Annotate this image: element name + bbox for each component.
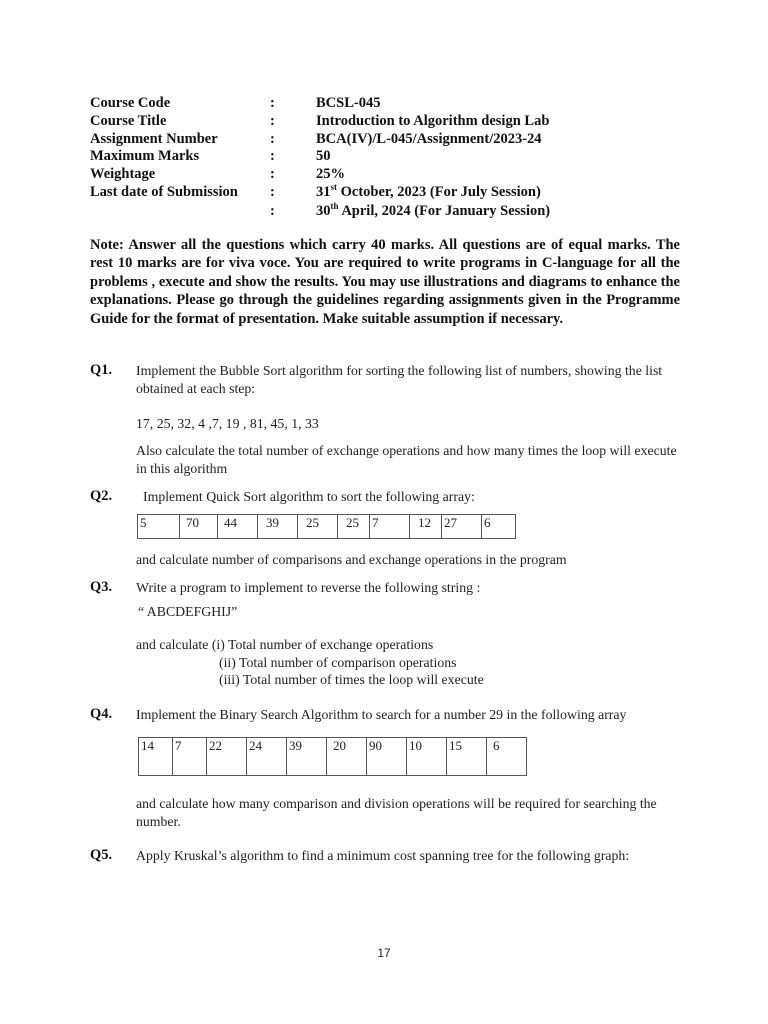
header-value: 25% bbox=[316, 166, 345, 182]
header-colon: : bbox=[270, 166, 275, 182]
q3-text-2: and calculate (i) Total number of exchange operations bbox=[136, 637, 434, 652]
header-value: BCA(IV)/L-045/Assignment/2023-24 bbox=[316, 131, 542, 147]
array-cell: 70 bbox=[180, 515, 218, 539]
header-label: Weightage bbox=[90, 166, 156, 182]
header-colon: : bbox=[270, 113, 275, 129]
array-cell: 12 bbox=[410, 515, 442, 539]
q4-text-2: and calculate how many comparison and division operations will be required for searching the number. bbox=[136, 796, 657, 829]
q2-number: Q2. bbox=[90, 488, 113, 504]
date-day: 31 bbox=[316, 184, 331, 200]
array-cell: 25 bbox=[338, 515, 370, 539]
q1-text: Implement the Bubble Sort algorithm for sorting the following list of numbers, showing the list obtained at each step: bbox=[136, 363, 663, 396]
array-cell: 22 bbox=[207, 738, 247, 776]
q3-item-2: (ii) Total number of comparison operations bbox=[219, 655, 457, 670]
note-paragraph: Note: Answer all the questions which carry 40 marks. All questions are of equal marks. The rest 10 marks are for viva voce. You are required to write programs in C-language for all the problems , execute and show the results. You may use illustrations and diagrams to enhance the explanations. Please go through the guidelines regarding assignments given in the Programme Guide for the format of presentation. Make suitable assumption if necessary. bbox=[90, 237, 680, 327]
table-row bbox=[139, 738, 527, 776]
header-label: Course Title bbox=[90, 113, 167, 129]
q2-text: Implement Quick Sort algorithm to sort the following array: bbox=[143, 489, 475, 504]
array-cell: 24 bbox=[247, 738, 287, 776]
date-rest: April, 2024 (For January Session) bbox=[338, 203, 551, 219]
header-colon: : bbox=[270, 148, 275, 164]
header-label: Course Code bbox=[90, 95, 171, 111]
array-cell: 6 bbox=[487, 738, 527, 776]
q1-number: Q1. bbox=[90, 362, 113, 378]
array-cell: 20 bbox=[327, 738, 367, 776]
header-colon: : bbox=[270, 184, 275, 200]
date-suffix: th bbox=[330, 201, 339, 212]
header-colon: : bbox=[270, 203, 275, 219]
header-value bbox=[316, 202, 550, 220]
array-cell: 15 bbox=[447, 738, 487, 776]
date-suffix: st bbox=[330, 182, 337, 193]
date-rest: October, 2023 (For July Session) bbox=[337, 184, 541, 200]
array-cell: 7 bbox=[173, 738, 207, 776]
array-cell: 6 bbox=[482, 515, 516, 539]
array-cell: 7 bbox=[370, 515, 410, 539]
array-cell: 39 bbox=[287, 738, 327, 776]
array-cell: 39 bbox=[258, 515, 298, 539]
header-value: BCSL-045 bbox=[316, 95, 381, 111]
array-cell: 44 bbox=[218, 515, 258, 539]
array-cell: 14 bbox=[139, 738, 173, 776]
array-cell: 27 bbox=[442, 515, 482, 539]
q1-text-2: Also calculate the total number of exchange operations and how many times the loop will execute in this algorithm bbox=[136, 443, 677, 476]
q3-number: Q3. bbox=[90, 579, 113, 595]
q3-string: “ ABCDEFGHIJ” bbox=[138, 604, 238, 619]
header-value bbox=[316, 183, 541, 201]
array-cell: 5 bbox=[138, 515, 180, 539]
page-number: 17 bbox=[377, 946, 391, 960]
header-value: 50 bbox=[316, 148, 331, 164]
q4-text: Implement the Binary Search Algorithm to search for a number 29 in the following array bbox=[136, 707, 627, 722]
header-label: Maximum Marks bbox=[90, 148, 200, 164]
q5-number: Q5. bbox=[90, 847, 113, 863]
header-colon: : bbox=[270, 95, 275, 111]
table-row bbox=[138, 515, 516, 539]
array-cell: 25 bbox=[298, 515, 338, 539]
q2-text-2: and calculate number of comparisons and exchange operations in the program bbox=[136, 552, 567, 567]
array-cell: 90 bbox=[367, 738, 407, 776]
q3-item-3: (iii) Total number of times the loop will execute bbox=[219, 672, 484, 687]
q3-text: Write a program to implement to reverse the following string : bbox=[136, 580, 481, 595]
q4-array-table bbox=[138, 737, 527, 776]
q5-text: Apply Kruskal’s algorithm to find a minimum cost spanning tree for the following graph: bbox=[136, 848, 630, 863]
header-value: Introduction to Algorithm design Lab bbox=[316, 113, 550, 129]
date-day: 30 bbox=[316, 203, 331, 219]
header-label: Assignment Number bbox=[90, 131, 218, 147]
header-colon: : bbox=[270, 131, 275, 147]
header-label: Last date of Submission bbox=[90, 184, 238, 200]
q2-array-table bbox=[137, 514, 516, 539]
q1-number-list: 17, 25, 32, 4 ,7, 19 , 81, 45, 1, 33 bbox=[136, 416, 319, 431]
array-cell: 10 bbox=[407, 738, 447, 776]
q4-number: Q4. bbox=[90, 706, 113, 722]
